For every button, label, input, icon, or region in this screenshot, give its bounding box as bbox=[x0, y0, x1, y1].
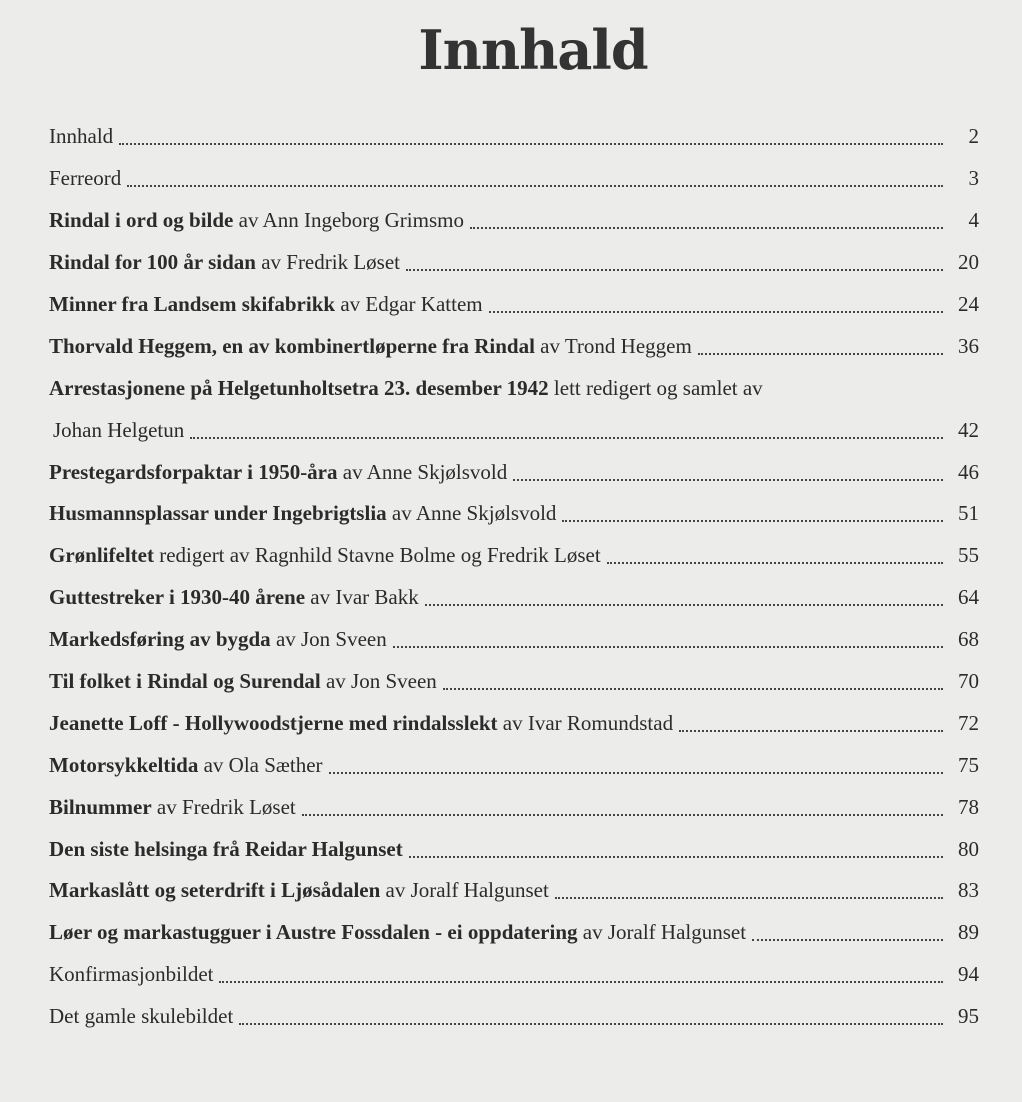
toc-entry-text bbox=[49, 1004, 233, 1029]
toc-entry-page: 94 bbox=[958, 962, 979, 987]
page-title: Innhald bbox=[418, 18, 648, 82]
toc-entry-byline: redigert av Ragnhild Stavne Bolme og Fredrik Løset bbox=[153, 543, 601, 568]
toc-entry-text bbox=[49, 795, 296, 820]
toc-entry-title: Den siste helsinga frå Reidar Halgunset bbox=[49, 836, 403, 861]
toc-entry-page: 55 bbox=[958, 543, 979, 568]
toc-entry-page: 64 bbox=[958, 585, 979, 610]
toc-list bbox=[49, 116, 979, 1038]
dot-leader bbox=[425, 603, 943, 606]
toc-entry bbox=[49, 116, 979, 158]
toc-entry-text bbox=[49, 418, 184, 443]
toc-entry-text bbox=[49, 460, 507, 485]
toc-entry-title: Løer og markastugguer i Austre Fossdalen - ei oppdatering bbox=[49, 920, 578, 945]
toc-entry-page: 72 bbox=[958, 710, 979, 735]
toc-entry-byline: Det gamle skulebildet bbox=[49, 1004, 234, 1029]
toc-entry bbox=[49, 367, 969, 409]
toc-entry bbox=[49, 912, 979, 954]
dot-leader bbox=[119, 142, 943, 145]
toc-entry-text bbox=[49, 250, 400, 275]
toc-entry-text bbox=[49, 501, 556, 526]
toc-entry-title: Jeanette Loff - Hollywoodstjerne med rindalsslekt bbox=[49, 710, 498, 735]
toc-entry-title: Markedsføring av bygda bbox=[49, 627, 271, 652]
toc-entry-text bbox=[49, 837, 403, 862]
toc-entry-byline: av Fredrik Løset bbox=[151, 794, 296, 819]
toc-entry bbox=[49, 242, 979, 284]
toc-entry-byline: av Ivar Bakk bbox=[305, 585, 419, 610]
toc-entry-text bbox=[49, 585, 419, 610]
toc-entry-text bbox=[49, 878, 549, 903]
toc-entry bbox=[49, 786, 979, 828]
toc-entry-byline: av Anne Skjølsvold bbox=[337, 459, 508, 484]
toc-entry-byline: av Jon Sveen bbox=[270, 627, 387, 652]
toc-entry-title: Rindal for 100 år sidan bbox=[49, 250, 256, 275]
toc-entry-page: 95 bbox=[958, 1004, 979, 1029]
toc-entry-byline: Ferreord bbox=[49, 166, 122, 191]
toc-entry-byline: av Ivar Romundstad bbox=[497, 710, 674, 735]
toc-entry-page: 83 bbox=[958, 878, 979, 903]
toc-entry-byline: av Trond Heggem bbox=[534, 333, 692, 358]
toc-entry-page: 70 bbox=[958, 669, 979, 694]
toc-entry-title: Minner fra Landsem skifabrikk bbox=[49, 292, 336, 316]
toc-entry-text bbox=[49, 962, 213, 987]
dot-leader bbox=[443, 687, 943, 690]
toc-entry bbox=[49, 996, 979, 1038]
toc-entry bbox=[49, 828, 979, 870]
toc-entry bbox=[49, 744, 979, 786]
toc-entry-byline: Konfirmasjonbildet bbox=[49, 962, 214, 987]
toc-entry-text bbox=[49, 292, 483, 317]
toc-entry-byline: av Ola Sæther bbox=[198, 752, 323, 777]
toc-entry-title: Bilnummer bbox=[49, 794, 152, 819]
toc-entry-page: 42 bbox=[958, 417, 979, 442]
toc-entry-page: 36 bbox=[958, 333, 979, 358]
dot-leader bbox=[219, 980, 943, 983]
toc-entry-text bbox=[49, 376, 763, 401]
toc-entry-page: 20 bbox=[958, 250, 979, 275]
toc-entry-byline: av Joralf Halgunset bbox=[577, 920, 747, 945]
toc-entry-page: 51 bbox=[958, 501, 979, 526]
dot-leader bbox=[190, 436, 943, 439]
toc-entry bbox=[49, 535, 979, 577]
dot-leader bbox=[409, 855, 943, 858]
toc-entry-page: 4 bbox=[968, 208, 979, 233]
toc-entry-text bbox=[49, 208, 464, 233]
dot-leader bbox=[470, 226, 943, 229]
toc-entry-page: 89 bbox=[958, 920, 979, 945]
toc-entry-page: 3 bbox=[968, 166, 979, 191]
toc-entry bbox=[49, 661, 979, 703]
dot-leader bbox=[555, 896, 943, 899]
toc-entry bbox=[49, 284, 979, 326]
toc-entry bbox=[49, 451, 979, 493]
dot-leader bbox=[513, 478, 943, 481]
toc-entry bbox=[49, 954, 979, 996]
toc-entry-byline: Innhald bbox=[49, 124, 114, 149]
toc-entry-text bbox=[49, 334, 692, 359]
toc-entry-text bbox=[49, 711, 673, 736]
dot-leader bbox=[127, 184, 943, 187]
dot-leader bbox=[302, 813, 943, 816]
toc-entry bbox=[49, 200, 979, 242]
toc-entry-title: Prestegardsforpaktar i 1950-åra bbox=[49, 459, 338, 484]
toc-entry-text bbox=[49, 543, 601, 568]
toc-entry-text bbox=[49, 166, 121, 191]
toc-entry-text bbox=[49, 627, 387, 652]
toc-entry-byline: av Edgar Kattem bbox=[335, 292, 483, 316]
toc-entry-byline: lett redigert og samlet av bbox=[548, 375, 763, 400]
toc-entry bbox=[49, 493, 979, 535]
toc-entry bbox=[49, 702, 979, 744]
toc-entry-title: Arrestasjonene på Helgetunholtsetra 23. desember 1942 bbox=[49, 375, 549, 400]
toc-entry-page: 68 bbox=[958, 627, 979, 652]
dot-leader bbox=[607, 561, 943, 564]
dot-leader bbox=[562, 519, 943, 522]
toc-entry bbox=[49, 577, 979, 619]
toc-entry-title: Grønlifeltet bbox=[49, 543, 154, 568]
toc-entry-title: Til folket i Rindal og Surendal bbox=[49, 669, 321, 694]
toc-entry-page: 2 bbox=[968, 124, 979, 149]
dot-leader bbox=[329, 771, 943, 774]
toc-entry-text bbox=[49, 753, 323, 778]
toc-entry-text bbox=[49, 124, 113, 149]
toc-entry-page: 75 bbox=[958, 752, 979, 777]
dot-leader bbox=[489, 310, 943, 313]
dot-leader bbox=[752, 938, 943, 941]
dot-leader bbox=[393, 645, 943, 648]
toc-entry-title: Markaslått og seterdrift i Ljøsådalen bbox=[49, 878, 381, 903]
toc-entry bbox=[49, 409, 979, 451]
toc-entry-title: Thorvald Heggem, en av kombinertløperne fra Rindal bbox=[49, 333, 535, 358]
dot-leader bbox=[679, 729, 943, 732]
toc-entry-title: Motorsykkeltida bbox=[49, 752, 199, 777]
toc-entry-byline: Johan Helgetun bbox=[53, 417, 185, 442]
toc-entry-page: 24 bbox=[958, 292, 979, 316]
dot-leader bbox=[406, 268, 943, 271]
dot-leader bbox=[239, 1022, 943, 1025]
toc-entry-text bbox=[49, 669, 437, 694]
toc-entry-byline: av Fredrik Løset bbox=[255, 250, 400, 275]
toc-entry-page: 46 bbox=[958, 459, 979, 484]
toc-entry-byline: av Joralf Halgunset bbox=[380, 878, 549, 903]
toc-entry-title: Rindal i ord og bilde bbox=[49, 208, 234, 233]
toc-entry bbox=[49, 619, 979, 661]
toc-entry-text bbox=[49, 920, 746, 945]
toc-entry-byline: av Anne Skjølsvold bbox=[386, 501, 557, 526]
toc-entry bbox=[49, 158, 979, 200]
toc-entry-title: Husmannsplassar under Ingebrigtslia bbox=[49, 501, 387, 526]
toc-entry bbox=[49, 325, 979, 367]
dot-leader bbox=[698, 352, 943, 355]
toc-entry-title: Guttestreker i 1930-40 årene bbox=[49, 585, 306, 610]
toc-entry-byline: av Ann Ingeborg Grimsmo bbox=[233, 208, 464, 233]
toc-entry-page: 78 bbox=[958, 794, 979, 819]
toc-entry-page: 80 bbox=[958, 836, 979, 861]
toc-entry bbox=[49, 870, 979, 912]
toc-entry-byline: av Jon Sveen bbox=[320, 669, 437, 694]
